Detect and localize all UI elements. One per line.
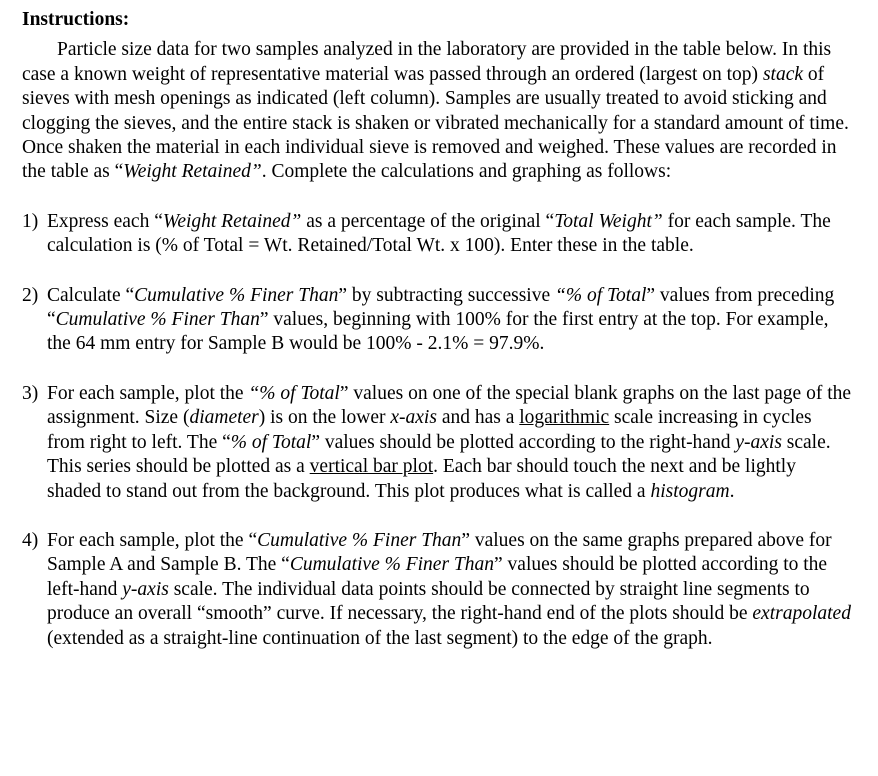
item-text — [47, 382, 854, 504]
item-seg: ) is on the lower — [258, 407, 391, 429]
item-seg: diameter — [189, 407, 259, 429]
item-seg: % of Total — [230, 431, 312, 453]
intro-seg: . Complete the calculations and graphing as follows: — [261, 161, 672, 183]
item-text — [47, 210, 854, 259]
instruction-item-3 — [22, 382, 854, 504]
item-text — [47, 284, 854, 357]
item-seg: ” values should be plotted according to the right-hand — [311, 431, 736, 453]
item-seg: Cumulative % Finer Than — [134, 284, 339, 306]
item-seg: Weight Retained” — [162, 210, 302, 232]
item-seg: For each sample, plot the — [47, 382, 249, 404]
item-seg: Total Weight” — [554, 210, 663, 232]
item-seg: y-axis — [735, 431, 782, 453]
item-seg: “% of Total — [554, 284, 647, 306]
item-seg: . — [729, 480, 735, 502]
item-seg: x-axis — [390, 407, 437, 429]
item-seg: Cumulative % Finer Than — [257, 529, 462, 551]
item-seg: for each sample. The calculation is (% of Total = Wt. Retained/Total Wt. x 100). Enter these in the table. — [47, 210, 831, 257]
intro-seg: of sieves with mesh openings as indicated (left column). Samples are usually treated to avoid sticking and clogging the sieves, and the entire stack is shaken or vibrated mechanically for a standard amount of time. Once shaken the material in each individual sieve is removed and weighed. These values are recorded in the table as “ — [22, 63, 849, 183]
item-seg: ” values on the same graphs prepared above for Sample A and Sample B. The “ — [47, 529, 832, 576]
item-number: 4) — [22, 529, 39, 551]
intro-seg: stack — [762, 63, 804, 85]
item-seg: For each sample, plot the “ — [47, 529, 258, 551]
item-seg: as a percentage of the original “ — [301, 210, 555, 232]
item-seg: Calculate “ — [47, 284, 135, 306]
item-seg: logarithmic — [519, 407, 610, 429]
item-seg: . Each bar should touch the next and be lightly shaded to stand out from the background. This plot produces what is called a — [47, 456, 796, 502]
item-seg: vertical bar plot — [309, 456, 434, 478]
item-seg: ” values from preceding “ — [47, 284, 835, 331]
instructions-heading: Instructions: — [22, 9, 130, 30]
item-seg: (extended as a straight-line continuation of the last segment) to the edge of the graph. — [47, 627, 713, 649]
item-seg: scale. This series should be plotted as a — [47, 431, 831, 478]
item-seg: scale increasing in cycles from right to left. The “ — [47, 407, 812, 453]
intro-seg: Weight Retained” — [123, 161, 262, 183]
item-seg: and has a — [436, 407, 520, 429]
item-seg: ” by subtracting successive — [338, 284, 555, 306]
item-text — [47, 529, 854, 651]
instruction-item-1 — [22, 210, 854, 259]
instruction-item-2 — [22, 284, 854, 357]
item-seg: Cumulative % Finer Than — [289, 554, 495, 576]
item-seg: extrapolated — [752, 603, 851, 625]
item-seg: Cumulative % Finer Than — [55, 309, 260, 331]
item-seg: ” values on one of the special blank graphs on the last page of the assignment. Size ( — [47, 382, 852, 429]
item-seg: “% of Total — [248, 382, 340, 404]
item-number: 2) — [22, 284, 39, 306]
item-number: 3) — [22, 382, 39, 404]
intro-seg: Particle size data for two samples analyzed in the laboratory are provided in the table below. In this case a known weight of representative material was passed through an ordered (largest on top) — [22, 39, 832, 85]
item-seg: histogram — [650, 480, 730, 502]
instruction-item-4 — [22, 529, 854, 651]
item-seg: ” values should be plotted according to the left-hand — [47, 554, 828, 600]
item-seg: Express each “ — [47, 210, 163, 232]
intro-paragraph — [22, 38, 854, 184]
item-number: 1) — [22, 210, 39, 232]
item-seg: ” values, beginning with 100% for the first entry at the top. For example, the 64 mm entry for Sample B would be 100% - 2.1% = 97.9%. — [47, 309, 829, 355]
item-seg: scale. The individual data points should be connected by straight line segments to produce an overall “smooth” curve. If necessary, the right-hand end of the plots should be — [47, 578, 810, 625]
item-seg: y-axis — [122, 578, 169, 600]
